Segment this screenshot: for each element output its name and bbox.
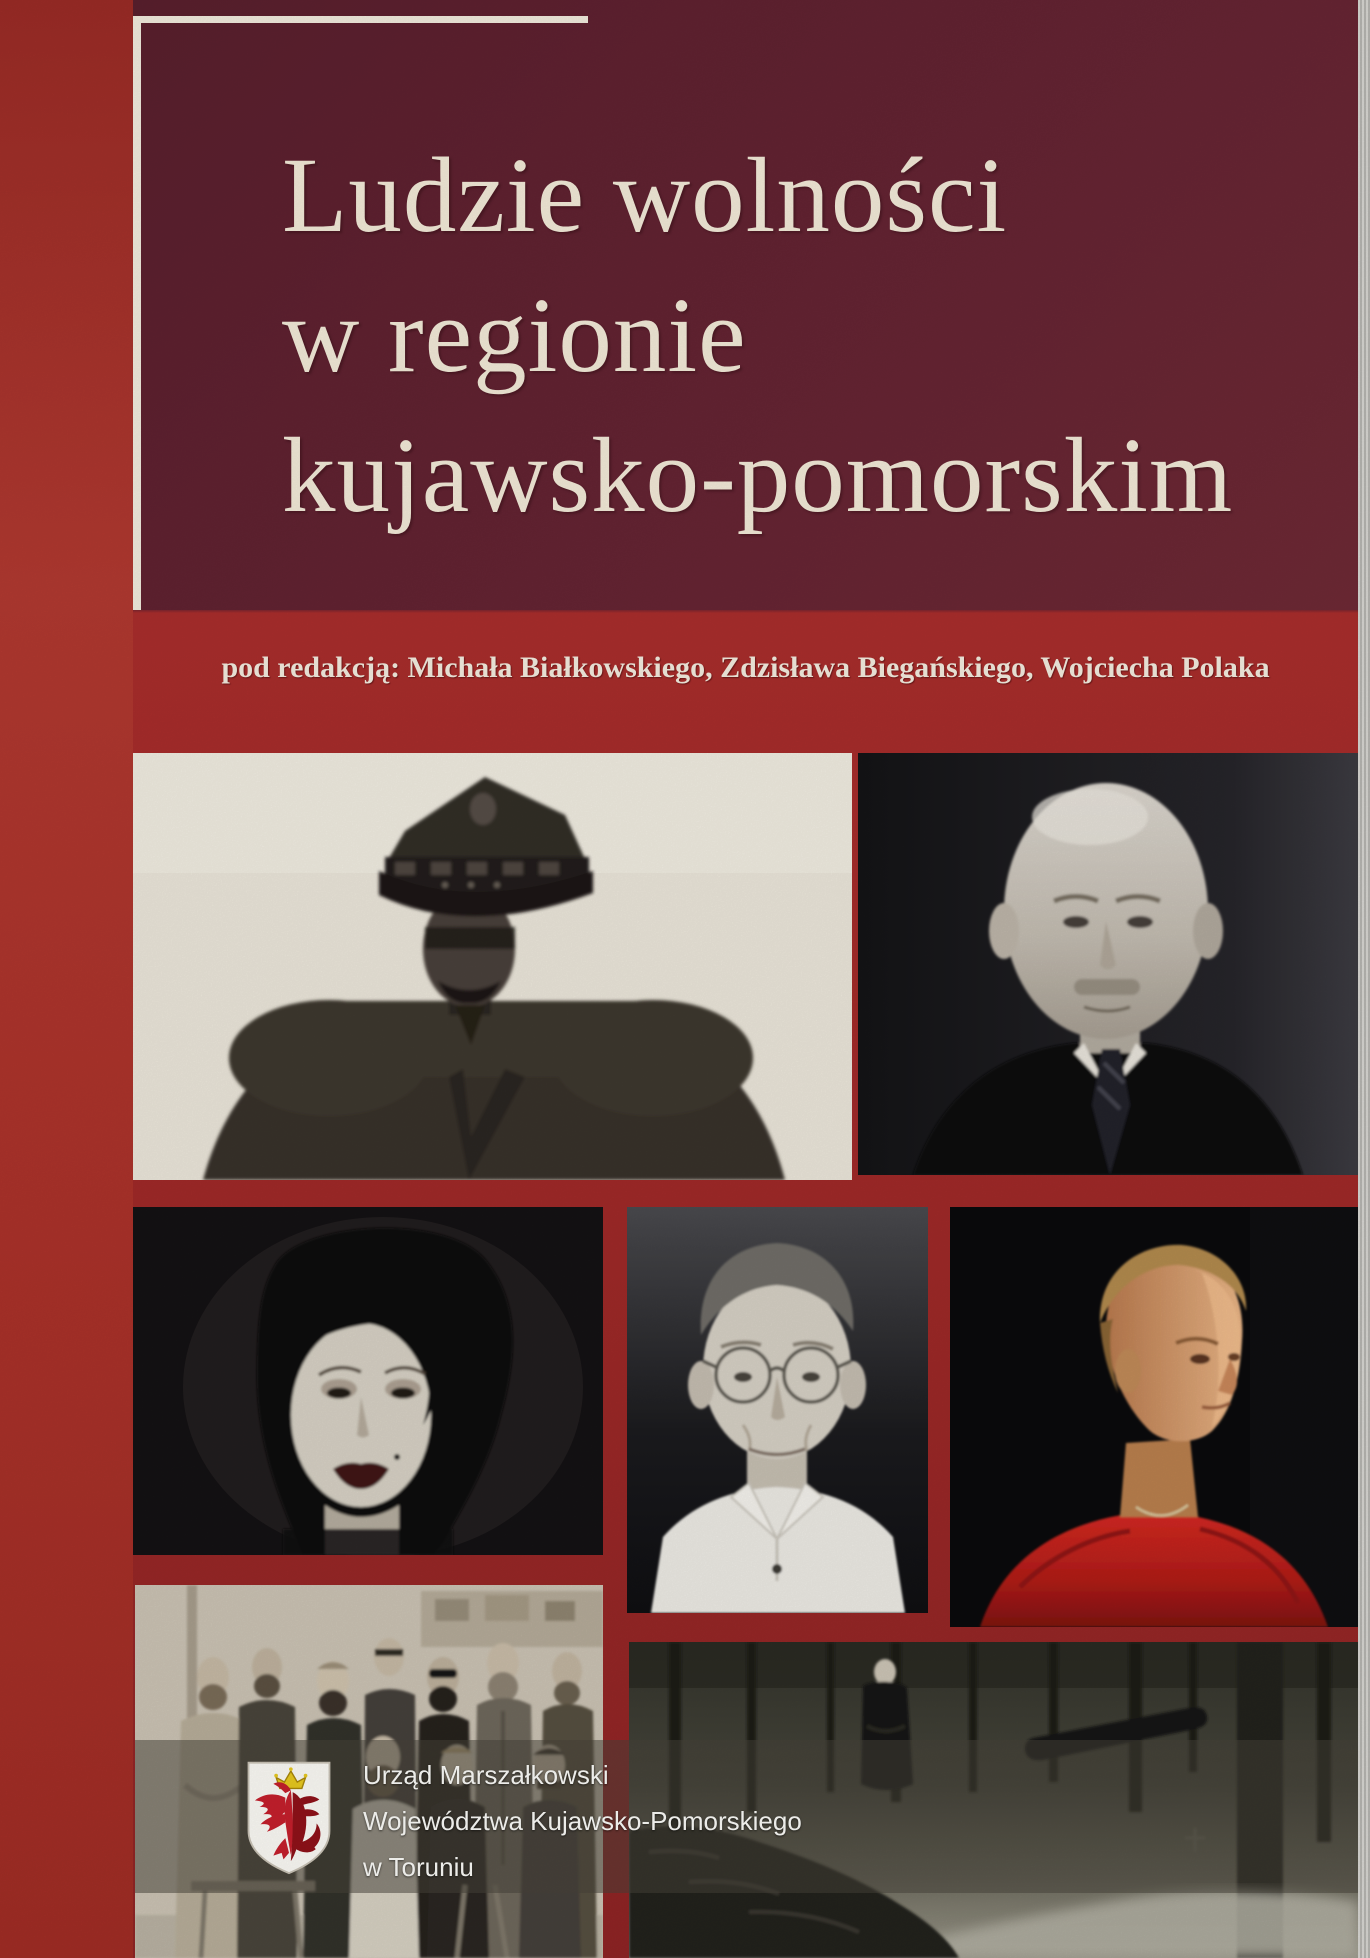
- portrait-photo-graphic: [858, 753, 1358, 1175]
- actress-photo: [133, 1207, 603, 1555]
- book-title: [282, 126, 1322, 546]
- statue-photo-graphic: [133, 753, 852, 1180]
- title-line-2: w regionie: [282, 277, 747, 395]
- publisher-line-3: w Toruniu: [363, 1852, 474, 1882]
- glasses-man-photo: [627, 1207, 928, 1613]
- title-line-3: kujawsko-pomorskim: [282, 417, 1234, 535]
- left-red-strip: [0, 0, 133, 1958]
- kujawsko-pomorskie-crest-icon: [243, 1756, 335, 1878]
- publisher-line-2: Województwa Kujawsko-Pomorskiego: [363, 1806, 802, 1836]
- publisher-block: [363, 1752, 802, 1890]
- publisher-line-1: Urząd Marszałkowski: [363, 1760, 609, 1790]
- page-edge-strip: [1358, 0, 1370, 1958]
- editors-line: pod redakcją: Michała Białkowskiego, Zdzisława Biegańskiego, Wojciecha Polaka: [221, 651, 1270, 684]
- portrait-photo: [858, 753, 1358, 1175]
- coat-of-arms: [243, 1756, 335, 1878]
- title-line-1: Ludzie wolności: [282, 137, 1008, 255]
- red-shirt-man-photo-graphic: [950, 1207, 1358, 1627]
- glasses-man-photo-graphic: [627, 1207, 928, 1613]
- white-border-vertical: [133, 16, 141, 610]
- actress-photo-graphic: [133, 1207, 603, 1555]
- red-shirt-man-photo: [950, 1207, 1358, 1627]
- white-border-top: [141, 16, 588, 23]
- statue-photo: [133, 753, 852, 1180]
